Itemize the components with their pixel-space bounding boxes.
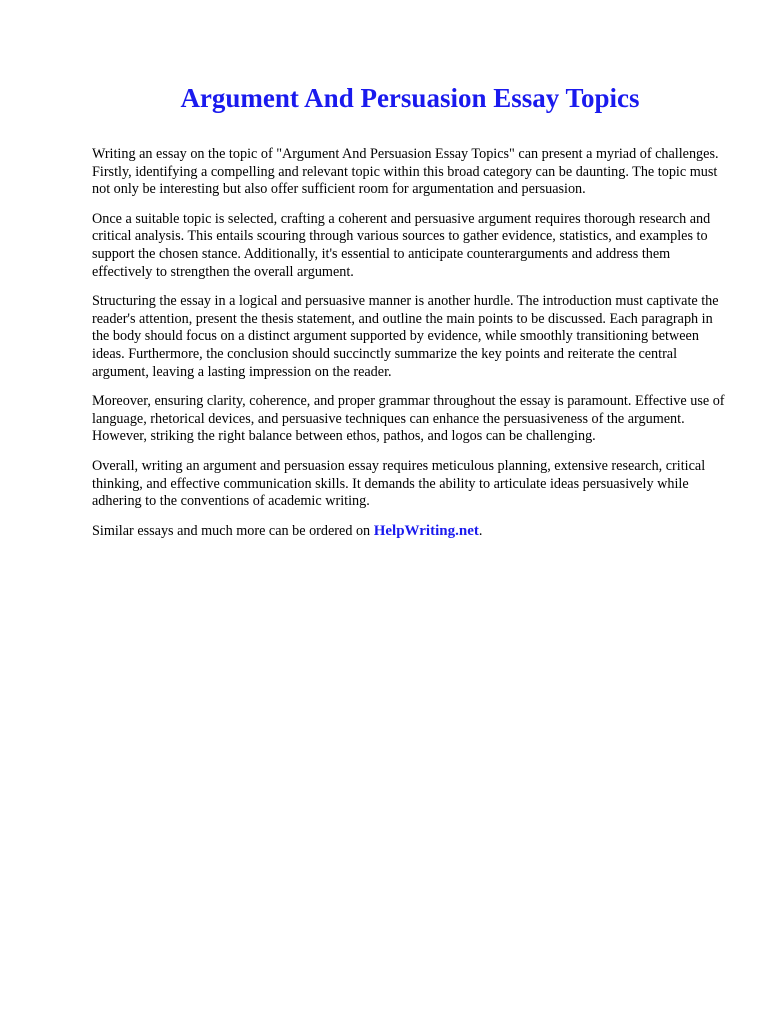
document-body	[92, 146, 732, 552]
paragraph-3: Structuring the essay in a logical and persuasive manner is another hurdle. The introduction must captivate the reader's attention, present the thesis statement, and outline the main points to be discussed. Each paragraph in the body should focus on a distinct argument supported by evidence, while smoothly transitioning between ideas. Furthermore, the conclusion should succinctly summarize the key points and reiterate the central argument, leaving a lasting impression on the reader.	[92, 293, 719, 380]
paragraph-5: Overall, writing an argument and persuasion essay requires meticulous planning, extensive research, critical thinking, and effective communication skills. It demands the ability to articulate ideas persuasively while adhering to the conventions of academic writing.	[92, 457, 706, 510]
footer-suffix: .	[478, 522, 483, 539]
paragraph-2: Once a suitable topic is selected, crafting a coherent and persuasive argument requires thorough research and critical analysis. This entails scouring through various sources to gather evidence, statistics, and examples to support the chosen stance. Additionally, it's essential to anticipate counterarguments and address them effectively to strengthen the overall argument.	[92, 210, 711, 280]
footer-prefix: Similar essays and much more can be ordered on	[92, 522, 374, 539]
footer-paragraph	[92, 523, 732, 541]
page-title: Argument And Persuasion Essay Topics	[180, 83, 640, 113]
paragraph-4: Moreover, ensuring clarity, coherence, and proper grammar throughout the essay is paramount. Effective use of language, rhetorical devices, and persuasive techniques can enhance the persuasiveness of the argument. However, striking the right balance between ethos, pathos, and logos can be challenging.	[92, 393, 725, 445]
paragraph-1: Writing an essay on the topic of "Argument And Persuasion Essay Topics" can present a myriad of challenges. Firstly, identifying a compelling and relevant topic within this broad category can be daunting. The topic must not only be interesting but also offer sufficient room for argumentation and persuasion.	[92, 146, 719, 198]
helpwriting-link[interactable]: HelpWriting.net	[373, 522, 479, 539]
